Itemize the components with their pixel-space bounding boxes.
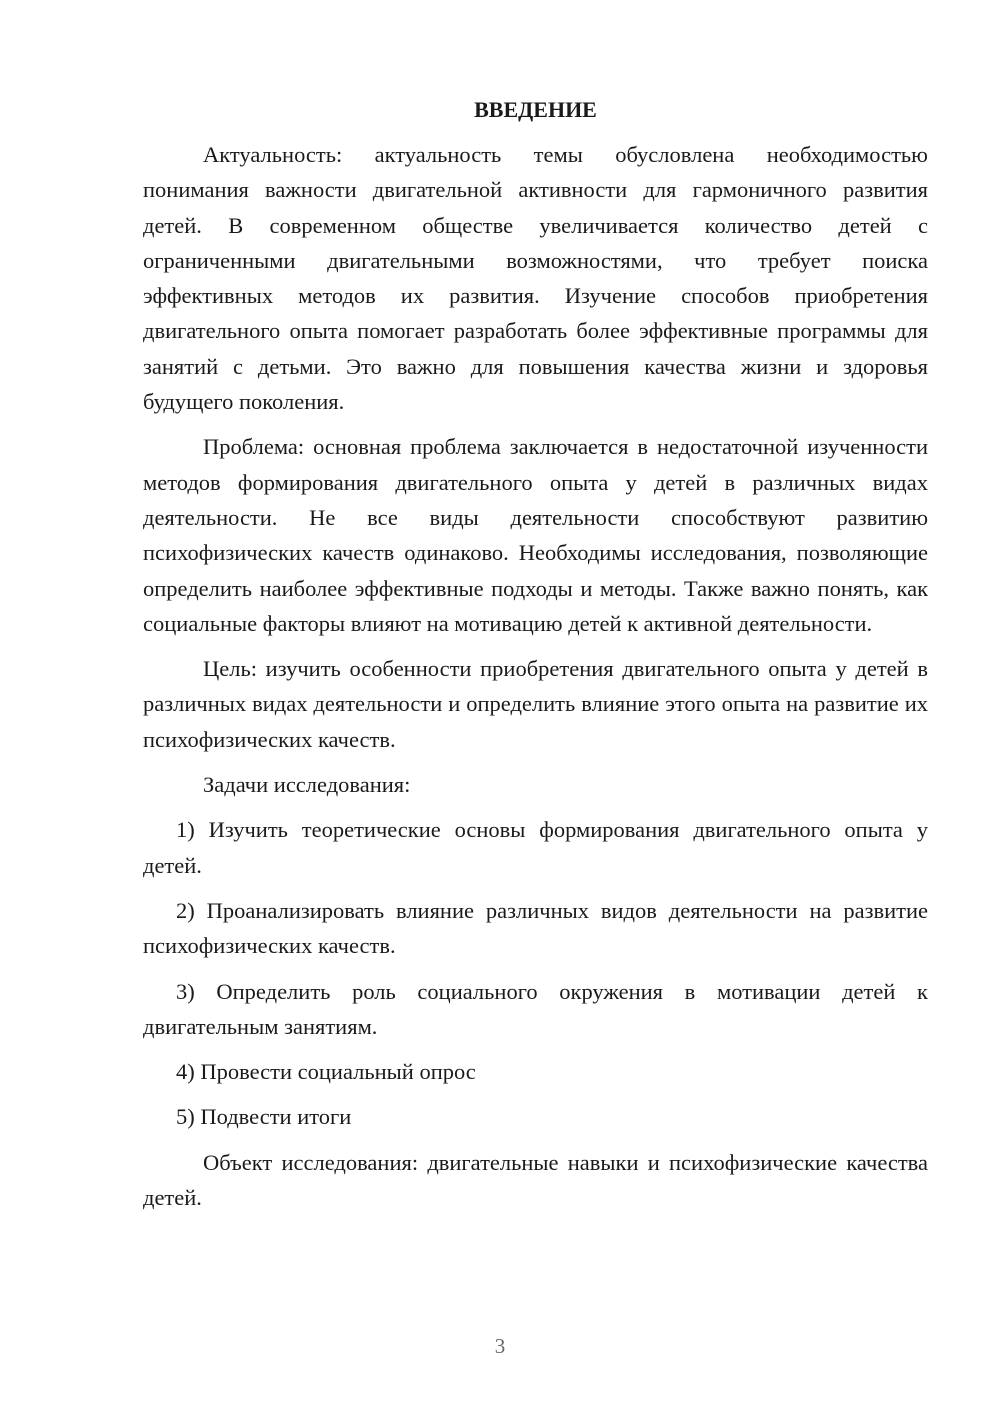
task-item-3: 3) Определить роль социального окружения в мотивации детей к двигательным занятиям.	[143, 978, 928, 1039]
task-item-1: 1) Изучить теоретические основы формирования двигательного опыта у детей.	[143, 817, 928, 878]
page-title: ВВЕДЕНИЕ	[474, 97, 597, 122]
task-item-2: 2) Проанализировать влияние различных видов деятельности на развитие психофизических качеств.	[143, 897, 928, 959]
page-number: 3	[494, 1334, 506, 1358]
paragraph-tasks-heading: Задачи исследования:	[203, 772, 411, 798]
document-page	[143, 92, 928, 1225]
paragraph-goal: Цель: изучить особенности приобретения двигательного опыта у детей в различных видах деятельности и определить влияние этого опыта на развитие их психофизических качеств.	[143, 656, 928, 752]
paragraph-relevance: Актуальность: актуальность темы обусловлена необходимостью понимания важности двигательной активности для гармоничного развития детей. В современном обществе увеличивается количество детей с ограниченными двигательными возможностями, что требует поиска эффективных методов их развития. Изучение способов приобретения двигательного опыта помогает разработать более эффективные программы для занятий с детьми. Это важно для повышения качества жизни и здоровья будущего поколения.	[143, 142, 928, 415]
paragraph-object: Объект исследования: двигательные навыки и психофизические качества детей.	[143, 1149, 928, 1211]
task-item-4: 4) Провести социальный опрос	[176, 1059, 476, 1085]
task-item-5: 5) Подвести итоги	[176, 1104, 352, 1130]
paragraph-problem: Проблема: основная проблема заключается в недостаточной изученности методов формирования двигательного опыта у детей в различных видах деятельности. Не все виды деятельности способствуют развитию психофизических качеств одинаково. Необходимы исследования, позволяющие определить наиболее эффективные подходы и методы. Также важно понять, как социальные факторы влияют на мотивацию детей к активной деятельности.	[143, 434, 928, 636]
